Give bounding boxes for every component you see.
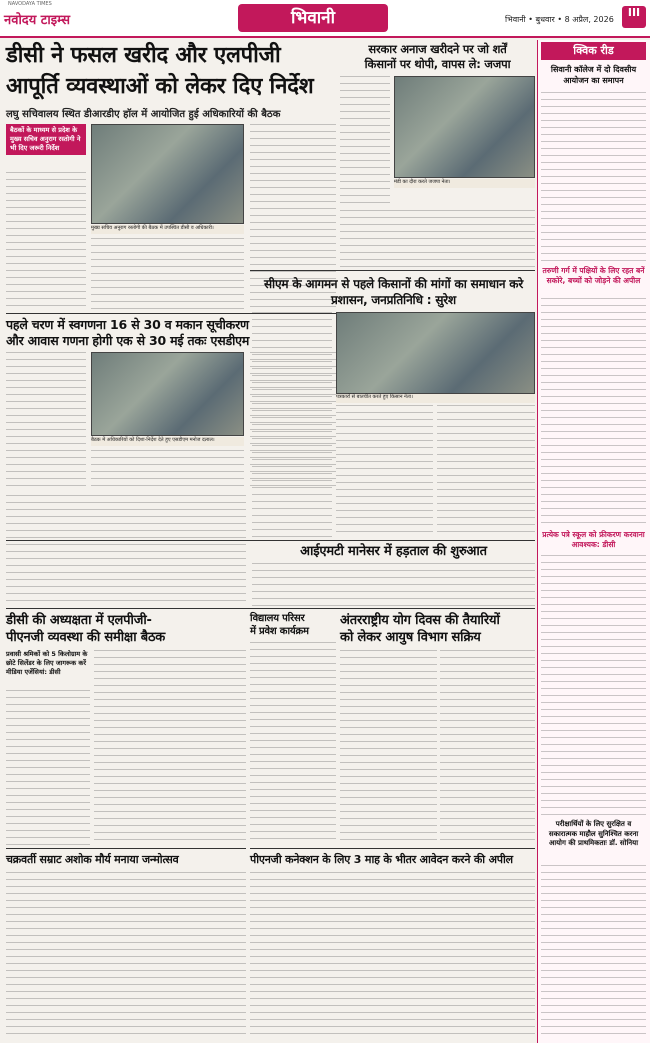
grain-body-col-1 [340,76,390,208]
farmers-headline: सीएम के आगमन से पहले किसानों की मांगों का समाधान करे प्रशासन, जनप्रतिनिधि : सुरेश [263,277,524,307]
masthead [0,0,650,38]
sidebar-item-4-body [541,865,646,1037]
census-body-col-1 [6,352,86,492]
grain-body-col-2 [340,210,535,268]
lead-photo-caption: मुख्य सचिव अनुराग रस्तोगी की बैठक में उपस्थित डीसी व अधिकारी। [91,225,244,234]
page-number: III [622,6,646,28]
lead-body-col-1 [6,172,86,312]
lead-photo [91,124,244,224]
sidebar-item-4-headline: परीक्षार्थियों के लिए सुरक्षित व सकारात्मक माहौल सुनिश्चित करना आयोग की प्राथमिकताः डॉ. सोनिया [548,820,639,847]
sidebar-item-1-headline: सिवानी कॉलेज में दो दिवसीय आयोजन का समापन [550,65,637,85]
ashoka-body [6,872,246,1037]
lpg-body-col-2 [94,650,246,845]
grain-headline-1: सरकार अनाज खरीदने पर जो शर्तें [368,42,507,56]
lead-body-col-3 [91,238,244,312]
png-body [250,872,535,1037]
farmers-body-col-2 [336,405,433,537]
census-photo [91,352,244,436]
lead-headline-1: डीसी ने फसल खरीद और एलपीजी [6,43,281,68]
yoga-headline-1: अंतरराष्ट्रीय योग दिवस की तैयारियों [340,613,500,628]
imt-headline: आईएमटी मानेसर में हड़ताल की शुरुआत [300,544,487,559]
lpg-headline-1: डीसी की अध्यक्षता में एलपीजी- [6,613,152,628]
school-headline-2: में प्रवेश कार्यक्रम [250,626,309,637]
farmers-photo [336,312,535,394]
divider [6,608,535,609]
census-headline-2: और आवास गणना होगी एक से 30 मई तकः एसडीएम [6,333,250,348]
sidebar-item-1-body [541,92,646,262]
sidebar-item-2-headline: तरुणी गर्ग में पक्षियों के लिए रहत बनें सकोरे, बच्चों को जोड़ने की अपील [542,266,645,285]
yoga-body-col-1 [340,650,437,845]
census-body-col-2 [91,450,244,492]
yoga-body-col-2 [440,650,535,845]
farmers-body-col-1 [252,312,332,537]
school-body [250,642,336,845]
grain-photo-caption: मंडी का दौरा करते जजपा नेता। [394,179,535,188]
lead-subhead: लघु सचिवालय स्थित डीआरडीए हॉल में आयोजित हुई अधिकारियों की बैठक [6,109,281,120]
census-photo-caption: बैठक में अधिकारियों को दिशा-निर्देश देते हुए एसडीएम मनोज दलाल। [91,437,244,446]
divider [6,848,246,849]
section-banner: भिवानी [238,4,388,32]
grain-photo [394,76,535,178]
sidebar-item-2-body [541,298,646,528]
imt-body [252,563,535,608]
dateline: भिवानी • बुधवार • 8 अप्रैल, 2026 [505,15,614,24]
divider [250,270,535,271]
lpg-body-col-1 [6,690,90,845]
lpg-headline-2: पीएनजी व्यवस्था की समीक्षा बैठक [6,630,166,645]
sidebar-item-3-headline: प्रत्येक पत्रे स्कूल को फ्रीकरण करवाना आवश्यक: डीसी [542,530,645,549]
census-body-cont [6,495,246,605]
grain-headline-2: किसानों पर थोपी, वापस ले: जजपा [364,57,511,71]
lead-headline-2: आपूर्ति व्यवस्थाओं को लेकर दिए निर्देश [6,74,314,99]
edition-label: NAVODAYA TIMES [8,1,52,7]
school-headline-1: विद्यालय परिसर [250,613,305,624]
ashoka-headline: चक्रवर्ती सम्राट अशोक मौर्य मनाया जन्मोत्सव [6,853,179,866]
census-headline-1: पहले चरण में स्वगणना 16 से 30 व मकान सूचीकरण [6,317,249,332]
lpg-bullet: प्रवासी श्रमिकों को 5 किलोग्राम के छोटे सिलेंडर के लिए जागरूक करें मीडिया एजेंसियां: डीसी [6,650,88,676]
quick-read-label: क्विक रीड [541,42,646,60]
divider [250,848,535,849]
yoga-headline-2: को लेकर आयुष विभाग सक्रिय [340,630,481,645]
sidebar-item-3-body [541,555,646,817]
brand-logo: नवोदय टाइम्स [4,13,71,28]
png-headline: पीएनजी कनेक्शन के लिए 3 माह के भीतर आवेदन करने की अपील [250,853,513,866]
farmers-body-col-3 [437,405,535,537]
lead-bullet: बैठकों के माध्यम से प्रदेश के मुख्य सचिव अनुराग रस्तोगी ने भी दिए जरूरी निर्देश [6,124,86,155]
farmers-photo-caption: पत्रकारों से बातचीत करते हुए किसान नेता। [336,394,535,403]
